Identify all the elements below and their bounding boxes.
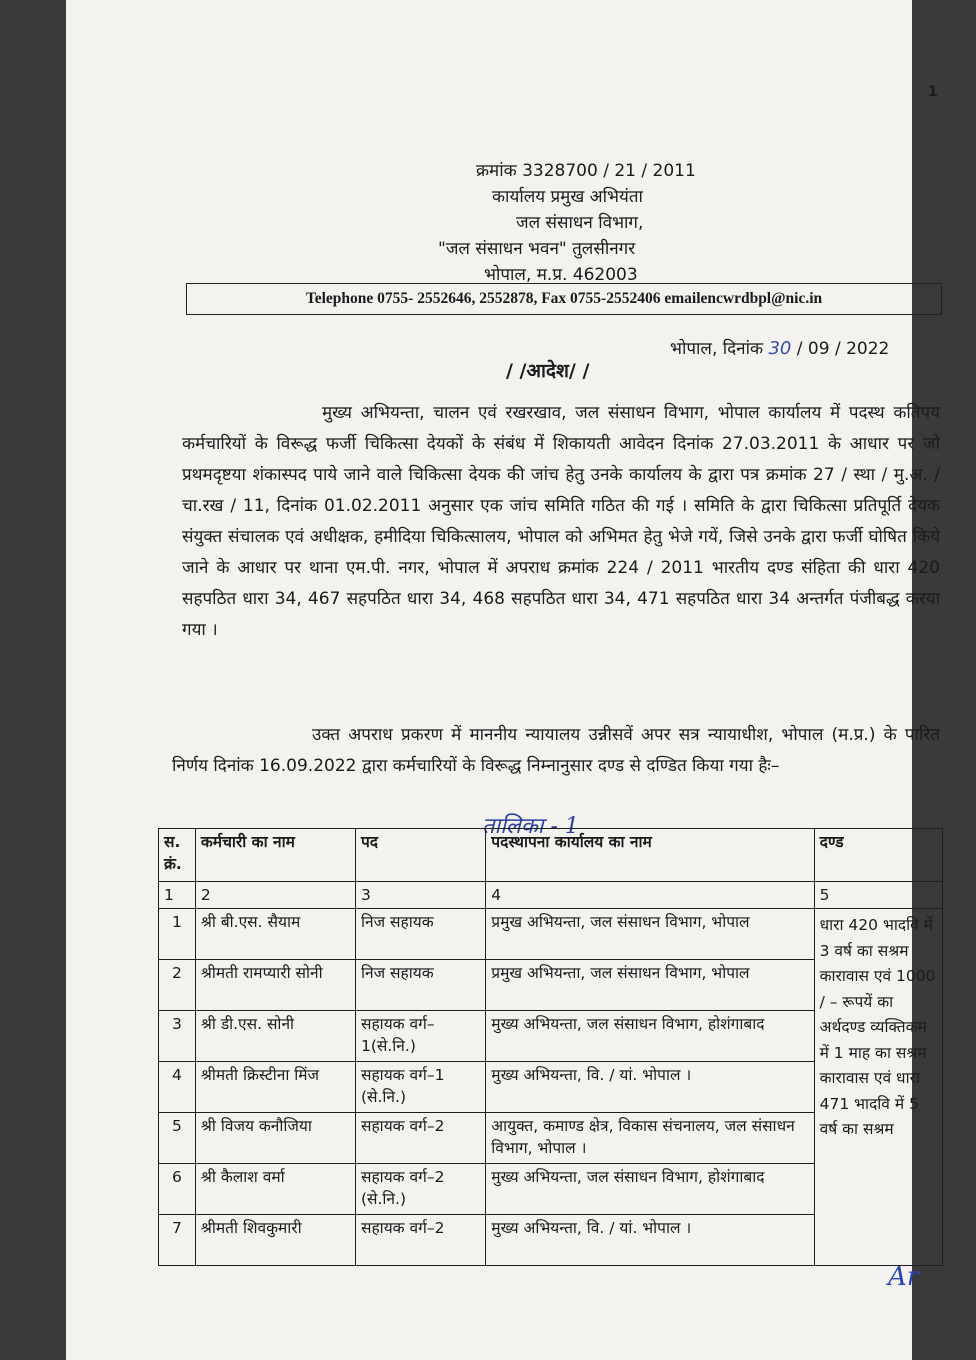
row-name: श्रीमती क्रिस्टीना मिंज	[195, 1062, 355, 1113]
penalty-table	[158, 828, 943, 1266]
building-name: "जल संसाधन भवन" तुलसीनगर	[438, 239, 636, 259]
row-name: श्री डी.एस. सोनी	[195, 1011, 355, 1062]
table-caption-handwritten: तालिका - 1	[482, 814, 579, 839]
row-post: निज सहायक	[355, 960, 485, 1011]
row-name: श्रीमती रामप्यारी सोनी	[195, 960, 355, 1011]
row-office: प्रमुख अभियन्ता, जल संसाधन विभाग, भोपाल	[486, 960, 814, 1011]
penalty-text: धारा 420 भादवि में 3 वर्ष का सश्रम कारावास एवं 1000 / – रूपयें का अर्थदण्ड व्यक्तिकम में 1 माह का सश्रम कारावास एवं धारा 471 भादवि में 5 वर्ष का सश्रम	[814, 909, 942, 1266]
document-page	[66, 0, 940, 1360]
header-penalty: दण्ड	[814, 829, 942, 882]
column-number: 4	[486, 882, 814, 909]
order-title: / /आदेश/ /	[506, 360, 590, 382]
row-serial: 1	[159, 909, 196, 960]
row-name: श्री बी.एस. सैयाम	[195, 909, 355, 960]
column-number: 2	[195, 882, 355, 909]
city-address: भोपाल, म.प्र. 462003	[484, 265, 638, 285]
row-name: श्री विजय कनौजिया	[195, 1113, 355, 1164]
row-serial: 3	[159, 1011, 196, 1062]
row-office: आयुक्त, कमाण्ड क्षेत्र, विकास संचनालय, जल संसाधन विभाग, भोपाल ।	[486, 1113, 814, 1164]
reference-number: क्रमांक 3328700 / 21 / 2011	[476, 161, 696, 181]
row-office: प्रमुख अभियन्ता, जल संसाधन विभाग, भोपाल	[486, 909, 814, 960]
header-serial: स. क्रं.	[159, 829, 196, 882]
column-number: 1	[159, 882, 196, 909]
column-number: 5	[814, 882, 942, 909]
row-post: सहायक वर्ग–1(से.नि.)	[355, 1011, 485, 1062]
row-office: मुख्य अभियन्ता, जल संसाधन विभाग, होशंगाबाद	[486, 1164, 814, 1215]
header-office: पदस्थापना कार्यालय का नाम	[486, 829, 814, 882]
row-serial: 4	[159, 1062, 196, 1113]
column-number: 3	[355, 882, 485, 909]
row-post: सहायक वर्ग–2	[355, 1113, 485, 1164]
header-post: पद	[355, 829, 485, 882]
row-name: श्री कैलाश वर्मा	[195, 1164, 355, 1215]
row-office: मुख्य अभियन्ता, जल संसाधन विभाग, होशंगाबाद	[486, 1011, 814, 1062]
row-serial: 7	[159, 1215, 196, 1266]
table-header-row	[159, 829, 943, 882]
column-number-row	[159, 882, 943, 909]
letterhead	[366, 158, 826, 288]
contact-details: Telephone 0755- 2552646, 2552878, Fax 0755-2552406 emailencwrdbpl@nic.in	[186, 283, 942, 315]
row-post: सहायक वर्ग–1 (से.नि.)	[355, 1062, 485, 1113]
row-serial: 6	[159, 1164, 196, 1215]
row-office: मुख्य अभियन्ता, वि. / यां. भोपाल ।	[486, 1062, 814, 1113]
header-employee-name: कर्मचारी का नाम	[195, 829, 355, 882]
date-label: भोपाल, दिनांक	[670, 339, 764, 359]
date-day-handwritten: 30	[768, 338, 792, 359]
table-row	[159, 909, 943, 960]
row-serial: 5	[159, 1113, 196, 1164]
paragraph-1: मुख्य अभियन्ता, चालन एवं रखरखाव, जल संसाधन विभाग, भोपाल कार्यालय में पदस्थ कतिपय कर्मचारियों के विरूद्ध फर्जी चिकित्सा देयकों के संबंध में शिकायती आवेदन दिनांक 27.03.2011 के आधार पर जो प्रथमदृष्टया शंकास्पद पाये जाने वाले चिकित्सा देयक की जांच हेतु उनके कार्यालय के द्वारा पत्र क्रमांक 27 / स्था / मु.अ. / चा.रख / 11, दिनांक 01.02.2011 अनुसार एक जांच समिति गठित की गई । समिति के द्वारा चिकित्सा प्रतिपूर्ति देयक संयुक्त संचालक एवं अधीक्षक, हमीदिया चिकित्सालय, भोपाल को अभिमत हेतु भेजे गयें, जिसे उनके द्वारा फर्जी घोषित किये जाने के आधार पर थाना एम.पी. नगर, भोपाल में अपराध क्रमांक 224 / 2011 भारतीय दण्ड संहिता की धारा 420 सहपठित धारा 34, 467 सहपठित धारा 34, 468 सहपठित धारा 34, 471 सहपठित धारा 34 अन्तर्गत पंजीबद्ध करया गया ।	[182, 403, 940, 640]
date-rest: / 09 / 2022	[796, 339, 890, 359]
department-name: जल संसाधन विभाग,	[516, 213, 644, 233]
page-number: 1	[928, 84, 938, 100]
row-name: श्रीमती शिवकुमारी	[195, 1215, 355, 1266]
row-post: सहायक वर्ग–2	[355, 1215, 485, 1266]
row-post: निज सहायक	[355, 909, 485, 960]
row-post: सहायक वर्ग–2 (से.नि.)	[355, 1164, 485, 1215]
row-office: मुख्य अभियन्ता, वि. / यां. भोपाल ।	[486, 1215, 814, 1266]
handwritten-signature: Ar	[888, 1262, 920, 1292]
date-line	[670, 336, 889, 359]
paragraph-2: उक्त अपराध प्रकरण में माननीय न्यायालय उन्नीसवें अपर सत्र न्यायाधीश, भोपाल (म.प्र.) के पारित निर्णय दिनांक 16.09.2022 द्वारा कर्मचारियों के विरूद्ध निम्नानुसार दण्ड से दण्डित किया गया हैः–	[172, 725, 940, 776]
office-name: कार्यालय प्रमुख अभियंता	[492, 187, 643, 207]
row-serial: 2	[159, 960, 196, 1011]
